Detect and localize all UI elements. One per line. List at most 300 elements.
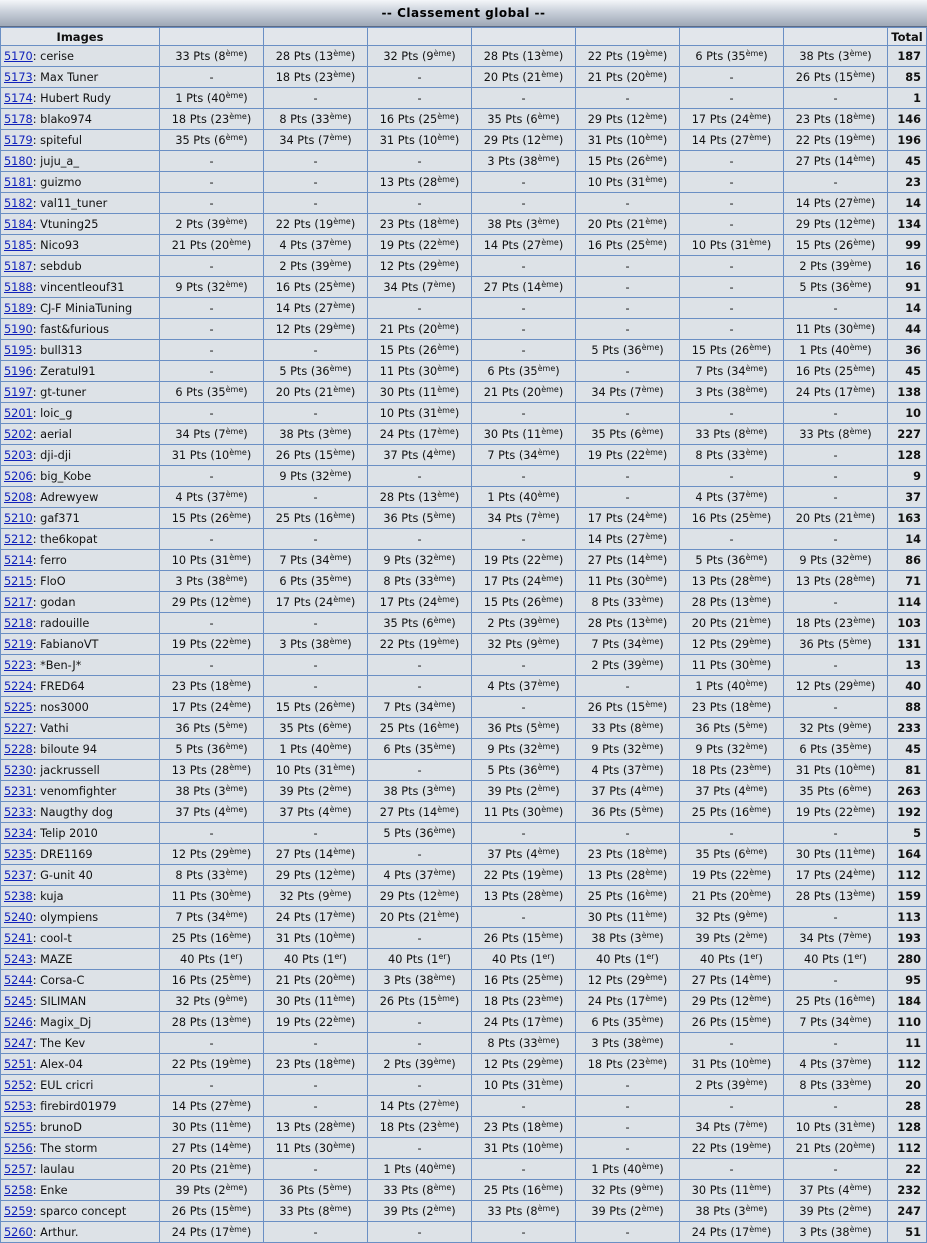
score-cell: - bbox=[680, 193, 784, 214]
score-cell: - bbox=[368, 1012, 472, 1033]
score-cell: - bbox=[472, 193, 576, 214]
score-cell: 12 Pts (29ème) bbox=[264, 319, 368, 340]
score-cell: - bbox=[784, 970, 888, 991]
table-row bbox=[0, 613, 927, 634]
total-cell: 16 bbox=[888, 256, 927, 277]
ranking-table bbox=[0, 27, 927, 1243]
rank-suffix: ème bbox=[853, 510, 871, 520]
score-cell: 12 Pts (29ème) bbox=[680, 634, 784, 655]
image-link[interactable]: 5235 bbox=[4, 847, 33, 861]
score-cell: 39 Pts (2ème) bbox=[368, 1201, 472, 1222]
player-name: : laulau bbox=[32, 1162, 75, 1176]
score-cell: 20 Pts (21ème) bbox=[368, 907, 472, 928]
image-link[interactable]: 5234 bbox=[4, 826, 33, 840]
score-cell: 2 Pts (39ème) bbox=[160, 214, 264, 235]
score-cell: - bbox=[784, 907, 888, 928]
rank-suffix: ème bbox=[229, 1014, 247, 1024]
image-link[interactable]: 5231 bbox=[4, 784, 33, 798]
image-link[interactable]: 5178 bbox=[4, 112, 33, 126]
rank-suffix: ème bbox=[849, 1077, 868, 1087]
score-cell: 18 Pts (23ème) bbox=[472, 991, 576, 1012]
score-cell: 39 Pts (2ème) bbox=[576, 1201, 680, 1222]
score-cell: 26 Pts (15ème) bbox=[472, 928, 576, 949]
score-cell: - bbox=[264, 340, 368, 361]
image-link[interactable]: 5218 bbox=[4, 616, 33, 630]
rank-suffix: ème bbox=[433, 552, 452, 562]
rank-suffix: ème bbox=[853, 573, 871, 583]
score-cell: 23 Pts (18ème) bbox=[264, 1054, 368, 1075]
score-cell: 14 Pts (27ème) bbox=[784, 193, 888, 214]
image-link[interactable]: 5247 bbox=[4, 1036, 33, 1050]
image-cell bbox=[0, 781, 160, 802]
score-cell: - bbox=[576, 1222, 680, 1243]
score-cell: 12 Pts (29ème) bbox=[784, 676, 888, 697]
rank-suffix: ème bbox=[437, 258, 455, 268]
score-cell: - bbox=[264, 1096, 368, 1117]
image-cell bbox=[0, 1096, 160, 1117]
rank-suffix: ème bbox=[749, 867, 767, 877]
table-row bbox=[0, 697, 927, 718]
image-link[interactable]: 5203 bbox=[4, 448, 33, 462]
rank-suffix: ème bbox=[849, 720, 868, 730]
score-cell: 34 Pts (7ème) bbox=[680, 1117, 784, 1138]
image-link[interactable]: 5243 bbox=[4, 952, 33, 966]
image-link[interactable]: 5197 bbox=[4, 385, 33, 399]
score-cell: 39 Pts (2ème) bbox=[160, 1180, 264, 1201]
rank-suffix: ème bbox=[225, 720, 244, 730]
score-cell: 2 Pts (39ème) bbox=[472, 613, 576, 634]
score-cell: 5 Pts (36ème) bbox=[160, 739, 264, 760]
score-cell: 17 Pts (24ème) bbox=[264, 592, 368, 613]
rank-suffix: er bbox=[854, 951, 863, 961]
image-link[interactable]: 5225 bbox=[4, 700, 33, 714]
rank-suffix: ème bbox=[645, 888, 663, 898]
rank-suffix: ème bbox=[645, 237, 663, 247]
rank-suffix: ème bbox=[437, 720, 455, 730]
image-link[interactable]: 5255 bbox=[4, 1120, 33, 1134]
rank-suffix: ème bbox=[329, 111, 348, 121]
image-link[interactable]: 5241 bbox=[4, 931, 33, 945]
player-name: : Corsa-C bbox=[32, 973, 85, 987]
score-cell: 16 Pts (25ème) bbox=[576, 235, 680, 256]
image-link[interactable]: 5170 bbox=[4, 49, 33, 63]
score-cell: 32 Pts (9ème) bbox=[264, 886, 368, 907]
score-cell: - bbox=[160, 529, 264, 550]
rank-suffix: ème bbox=[641, 804, 660, 814]
score-cell: 14 Pts (27ème) bbox=[472, 235, 576, 256]
score-cell: 23 Pts (18ème) bbox=[472, 1117, 576, 1138]
score-cell: - bbox=[576, 487, 680, 508]
image-link[interactable]: 5174 bbox=[4, 91, 33, 105]
score-cell: 7 Pts (34ème) bbox=[264, 550, 368, 571]
rank-suffix: ème bbox=[541, 552, 559, 562]
score-cell: - bbox=[784, 88, 888, 109]
image-link[interactable]: 5244 bbox=[4, 973, 33, 987]
total-cell: 85 bbox=[888, 67, 927, 88]
rank-suffix: ème bbox=[437, 321, 455, 331]
table-row bbox=[0, 424, 927, 445]
score-cell: - bbox=[368, 193, 472, 214]
image-link[interactable]: 5196 bbox=[4, 364, 33, 378]
player-name: : kuja bbox=[32, 889, 64, 903]
score-cell: - bbox=[160, 67, 264, 88]
image-cell bbox=[0, 445, 160, 466]
score-cell: 25 Pts (16ème) bbox=[680, 802, 784, 823]
rank-suffix: ème bbox=[853, 132, 871, 142]
score-cell: 39 Pts (2ème) bbox=[472, 781, 576, 802]
score-cell: 3 Pts (38ème) bbox=[368, 970, 472, 991]
player-name: : venomfighter bbox=[32, 784, 117, 798]
player-name: : dji-dji bbox=[32, 448, 72, 462]
player-name: : olympiens bbox=[32, 910, 99, 924]
score-cell: - bbox=[784, 592, 888, 613]
rank-suffix: ème bbox=[333, 384, 351, 394]
table-row bbox=[0, 319, 927, 340]
score-cell: - bbox=[160, 340, 264, 361]
score-cell: - bbox=[576, 466, 680, 487]
score-cell: 14 Pts (27ème) bbox=[576, 529, 680, 550]
image-link[interactable]: 5184 bbox=[4, 217, 33, 231]
score-cell: 36 Pts (5ème) bbox=[472, 718, 576, 739]
score-cell: 3 Pts (38ème) bbox=[472, 151, 576, 172]
score-cell: - bbox=[264, 676, 368, 697]
total-cell: 99 bbox=[888, 235, 927, 256]
score-cell: 36 Pts (5ème) bbox=[784, 634, 888, 655]
score-cell: 17 Pts (24ème) bbox=[160, 697, 264, 718]
score-cell: 3 Pts (38ème) bbox=[680, 382, 784, 403]
rank-suffix: ème bbox=[853, 1119, 871, 1129]
score-cell: 11 Pts (30ème) bbox=[160, 886, 264, 907]
rank-suffix: ème bbox=[537, 363, 556, 373]
score-cell: 9 Pts (32ème) bbox=[784, 550, 888, 571]
score-cell: 24 Pts (17ème) bbox=[264, 907, 368, 928]
rank-suffix: ème bbox=[333, 216, 351, 226]
rank-suffix: ème bbox=[749, 1140, 767, 1150]
image-cell bbox=[0, 1180, 160, 1201]
score-cell: 33 Pts (8ème) bbox=[264, 1201, 368, 1222]
image-link[interactable]: 5189 bbox=[4, 301, 33, 315]
score-cell: 16 Pts (25ème) bbox=[680, 508, 784, 529]
score-cell: 35 Pts (6ème) bbox=[160, 130, 264, 151]
rank-suffix: ème bbox=[329, 363, 348, 373]
score-cell: - bbox=[368, 760, 472, 781]
rank-suffix: ème bbox=[437, 132, 455, 142]
image-link[interactable]: 5219 bbox=[4, 637, 33, 651]
image-link[interactable]: 5223 bbox=[4, 658, 33, 672]
score-cell: - bbox=[680, 151, 784, 172]
total-cell: 71 bbox=[888, 571, 927, 592]
image-link[interactable]: 5214 bbox=[4, 553, 33, 567]
player-name: : fast&furious bbox=[32, 322, 110, 336]
image-link[interactable]: 5252 bbox=[4, 1078, 33, 1092]
image-link[interactable]: 5227 bbox=[4, 721, 33, 735]
score-cell: - bbox=[160, 1033, 264, 1054]
score-cell: 23 Pts (18ème) bbox=[160, 676, 264, 697]
rank-suffix: ème bbox=[749, 762, 767, 772]
score-cell: 32 Pts (9ème) bbox=[784, 718, 888, 739]
image-link[interactable]: 5201 bbox=[4, 406, 33, 420]
total-cell: 5 bbox=[888, 823, 927, 844]
rank-suffix: ème bbox=[849, 783, 868, 793]
image-cell bbox=[0, 1117, 160, 1138]
image-link[interactable]: 5202 bbox=[4, 427, 33, 441]
rank-suffix: ème bbox=[329, 237, 348, 247]
rank-suffix: ème bbox=[745, 426, 764, 436]
score-cell: 26 Pts (15ème) bbox=[680, 1012, 784, 1033]
image-link[interactable]: 5233 bbox=[4, 805, 33, 819]
rank-suffix: ème bbox=[433, 1161, 452, 1171]
image-cell bbox=[0, 991, 160, 1012]
total-cell: 233 bbox=[888, 718, 927, 739]
player-name: : Vtuning25 bbox=[32, 217, 99, 231]
score-cell: - bbox=[160, 1075, 264, 1096]
rank-suffix: ème bbox=[229, 552, 247, 562]
rank-suffix: ème bbox=[229, 678, 247, 688]
rank-suffix: ème bbox=[645, 153, 663, 163]
table-row bbox=[0, 1159, 927, 1180]
score-cell: - bbox=[680, 172, 784, 193]
rank-suffix: ème bbox=[749, 699, 767, 709]
rank-suffix: ème bbox=[225, 426, 244, 436]
score-cell: 10 Pts (31ème) bbox=[576, 172, 680, 193]
rank-suffix: ème bbox=[541, 804, 559, 814]
table-row bbox=[0, 445, 927, 466]
total-cell: 22 bbox=[888, 1159, 927, 1180]
score-cell: 17 Pts (24ème) bbox=[576, 508, 680, 529]
rank-suffix: ème bbox=[537, 762, 556, 772]
rank-suffix: ème bbox=[437, 636, 455, 646]
image-link[interactable]: 5210 bbox=[4, 511, 33, 525]
image-link[interactable]: 5182 bbox=[4, 196, 33, 210]
player-name: : aerial bbox=[32, 427, 72, 441]
image-link[interactable]: 5187 bbox=[4, 259, 33, 273]
image-link[interactable]: 5259 bbox=[4, 1204, 33, 1218]
rank-suffix: ème bbox=[333, 279, 351, 289]
image-link[interactable]: 5230 bbox=[4, 763, 33, 777]
score-cell: 6 Pts (35ème) bbox=[264, 571, 368, 592]
score-cell: 10 Pts (31ème) bbox=[368, 403, 472, 424]
score-cell: 32 Pts (9ème) bbox=[576, 1180, 680, 1201]
score-cell: 8 Pts (33ème) bbox=[368, 571, 472, 592]
score-cell: 16 Pts (25ème) bbox=[160, 970, 264, 991]
image-cell bbox=[0, 46, 160, 67]
score-cell: - bbox=[576, 256, 680, 277]
player-name: : radouille bbox=[32, 616, 90, 630]
score-cell: - bbox=[368, 1138, 472, 1159]
score-cell: 10 Pts (31ème) bbox=[264, 760, 368, 781]
rank-suffix: ème bbox=[749, 972, 767, 982]
rank-suffix: ème bbox=[225, 48, 244, 58]
score-cell: 13 Pts (28ème) bbox=[784, 571, 888, 592]
image-link[interactable]: 5181 bbox=[4, 175, 33, 189]
rank-suffix: er bbox=[750, 951, 759, 961]
rank-suffix: ème bbox=[333, 300, 351, 310]
score-cell: 32 Pts (9ème) bbox=[472, 634, 576, 655]
image-link[interactable]: 5237 bbox=[4, 868, 33, 882]
rank-suffix: ème bbox=[541, 993, 559, 1003]
rank-suffix: ème bbox=[229, 510, 247, 520]
rank-suffix: ème bbox=[641, 930, 660, 940]
rank-suffix: ème bbox=[329, 426, 348, 436]
score-cell: 30 Pts (11ème) bbox=[784, 844, 888, 865]
score-cell: - bbox=[472, 1159, 576, 1180]
score-cell: 38 Pts (3ème) bbox=[680, 1201, 784, 1222]
rank-suffix: ème bbox=[641, 1203, 660, 1213]
score-cell: 31 Pts (10ème) bbox=[576, 130, 680, 151]
total-cell: 112 bbox=[888, 1054, 927, 1075]
image-cell bbox=[0, 277, 160, 298]
score-cell: 27 Pts (14ème) bbox=[368, 802, 472, 823]
table-row bbox=[0, 487, 927, 508]
rank-suffix: ème bbox=[853, 384, 871, 394]
image-link[interactable]: 5180 bbox=[4, 154, 33, 168]
image-link[interactable]: 5253 bbox=[4, 1099, 33, 1113]
image-link[interactable]: 5179 bbox=[4, 133, 33, 147]
total-cell: 1 bbox=[888, 88, 927, 109]
rank-suffix: ème bbox=[645, 510, 663, 520]
image-link[interactable]: 5188 bbox=[4, 280, 33, 294]
rank-suffix: ème bbox=[541, 384, 559, 394]
score-cell: - bbox=[576, 361, 680, 382]
rank-suffix: ème bbox=[641, 1182, 660, 1192]
rank-suffix: ème bbox=[225, 741, 244, 751]
rank-suffix: ème bbox=[229, 1119, 247, 1129]
image-cell bbox=[0, 634, 160, 655]
image-link[interactable]: 5215 bbox=[4, 574, 33, 588]
score-cell: 36 Pts (5ème) bbox=[160, 718, 264, 739]
score-cell: 5 Pts (36ème) bbox=[368, 823, 472, 844]
total-cell: 14 bbox=[888, 193, 927, 214]
rank-suffix: ème bbox=[537, 636, 556, 646]
score-cell: 34 Pts (7ème) bbox=[576, 382, 680, 403]
image-link[interactable]: 5208 bbox=[4, 490, 33, 504]
score-cell: 23 Pts (18ème) bbox=[784, 109, 888, 130]
image-link[interactable]: 5251 bbox=[4, 1057, 33, 1071]
score-cell: 23 Pts (18ème) bbox=[576, 844, 680, 865]
rank-suffix: ème bbox=[849, 636, 868, 646]
rank-suffix: ème bbox=[745, 447, 764, 457]
rank-suffix: ème bbox=[225, 573, 244, 583]
rank-suffix: ème bbox=[853, 867, 871, 877]
image-link[interactable]: 5246 bbox=[4, 1015, 33, 1029]
score-cell: - bbox=[264, 823, 368, 844]
image-link[interactable]: 5258 bbox=[4, 1183, 33, 1197]
total-cell: 51 bbox=[888, 1222, 927, 1243]
score-cell: 11 Pts (30ème) bbox=[784, 319, 888, 340]
rank-suffix: ème bbox=[437, 174, 455, 184]
table-row bbox=[0, 193, 927, 214]
score-cell: 29 Pts (12ème) bbox=[472, 130, 576, 151]
player-name: : sebdub bbox=[32, 259, 82, 273]
score-cell: - bbox=[368, 1075, 472, 1096]
image-link[interactable]: 5224 bbox=[4, 679, 33, 693]
image-cell bbox=[0, 823, 160, 844]
score-cell: 22 Pts (19ème) bbox=[160, 1054, 264, 1075]
image-link[interactable]: 5256 bbox=[4, 1141, 33, 1155]
total-cell: 88 bbox=[888, 697, 927, 718]
score-cell: 25 Pts (16ème) bbox=[160, 928, 264, 949]
score-cell: - bbox=[784, 403, 888, 424]
rank-suffix: ème bbox=[229, 1224, 247, 1234]
rank-suffix: ème bbox=[333, 447, 351, 457]
player-name: : guizmo bbox=[32, 175, 82, 189]
score-cell: 10 Pts (31ème) bbox=[784, 1117, 888, 1138]
score-cell: - bbox=[784, 298, 888, 319]
image-cell bbox=[0, 172, 160, 193]
player-name: : *Ben-J* bbox=[32, 658, 82, 672]
image-link[interactable]: 5245 bbox=[4, 994, 33, 1008]
score-cell: 5 Pts (36ème) bbox=[680, 550, 784, 571]
score-cell: - bbox=[472, 88, 576, 109]
player-name: : Telip 2010 bbox=[32, 826, 98, 840]
score-cell: 15 Pts (26ème) bbox=[368, 340, 472, 361]
score-cell: - bbox=[264, 1033, 368, 1054]
score-cell: 28 Pts (13ème) bbox=[160, 1012, 264, 1033]
image-cell bbox=[0, 613, 160, 634]
image-link[interactable]: 5190 bbox=[4, 322, 33, 336]
rank-suffix: ème bbox=[849, 1056, 868, 1066]
image-link[interactable]: 5238 bbox=[4, 889, 33, 903]
image-link[interactable]: 5173 bbox=[4, 70, 33, 84]
score-cell: 9 Pts (32ème) bbox=[576, 739, 680, 760]
score-cell: 8 Pts (33ème) bbox=[264, 109, 368, 130]
rank-suffix: ème bbox=[433, 741, 452, 751]
score-cell: 22 Pts (19ème) bbox=[576, 46, 680, 67]
image-link[interactable]: 5240 bbox=[4, 910, 33, 924]
score-cell: 33 Pts (8ème) bbox=[368, 1180, 472, 1201]
total-cell: 146 bbox=[888, 109, 927, 130]
image-cell bbox=[0, 1201, 160, 1222]
rank-suffix: ème bbox=[745, 741, 764, 751]
total-cell: 95 bbox=[888, 970, 927, 991]
total-cell: 11 bbox=[888, 1033, 927, 1054]
score-cell: - bbox=[160, 613, 264, 634]
score-cell: 1 Pts (40ème) bbox=[472, 487, 576, 508]
image-link[interactable]: 5185 bbox=[4, 238, 33, 252]
score-cell: 27 Pts (14ème) bbox=[264, 844, 368, 865]
score-cell: - bbox=[576, 1138, 680, 1159]
score-cell: 27 Pts (14ème) bbox=[472, 277, 576, 298]
image-link[interactable]: 5212 bbox=[4, 532, 33, 546]
table-row bbox=[0, 634, 927, 655]
player-name: : bull313 bbox=[32, 343, 83, 357]
image-link[interactable]: 5257 bbox=[4, 1162, 33, 1176]
table-row bbox=[0, 550, 927, 571]
score-cell: - bbox=[472, 1222, 576, 1243]
score-cell: 10 Pts (31ème) bbox=[160, 550, 264, 571]
image-link[interactable]: 5195 bbox=[4, 343, 33, 357]
image-link[interactable]: 5228 bbox=[4, 742, 33, 756]
score-cell: - bbox=[784, 1033, 888, 1054]
score-cell: - bbox=[264, 487, 368, 508]
score-cell: 1 Pts (40ème) bbox=[264, 739, 368, 760]
player-name: : blako974 bbox=[32, 112, 92, 126]
rank-suffix: ème bbox=[437, 405, 455, 415]
rank-suffix: ème bbox=[645, 993, 663, 1003]
total-cell: 193 bbox=[888, 928, 927, 949]
image-link[interactable]: 5260 bbox=[4, 1225, 33, 1239]
image-link[interactable]: 5206 bbox=[4, 469, 33, 483]
score-cell: - bbox=[680, 298, 784, 319]
player-name: : gt-tuner bbox=[32, 385, 87, 399]
rank-suffix: ème bbox=[225, 489, 244, 499]
score-cell: - bbox=[368, 1033, 472, 1054]
score-cell: - bbox=[368, 298, 472, 319]
image-cell bbox=[0, 382, 160, 403]
rank-suffix: ème bbox=[749, 1224, 767, 1234]
table-row bbox=[0, 592, 927, 613]
image-link[interactable]: 5217 bbox=[4, 595, 33, 609]
